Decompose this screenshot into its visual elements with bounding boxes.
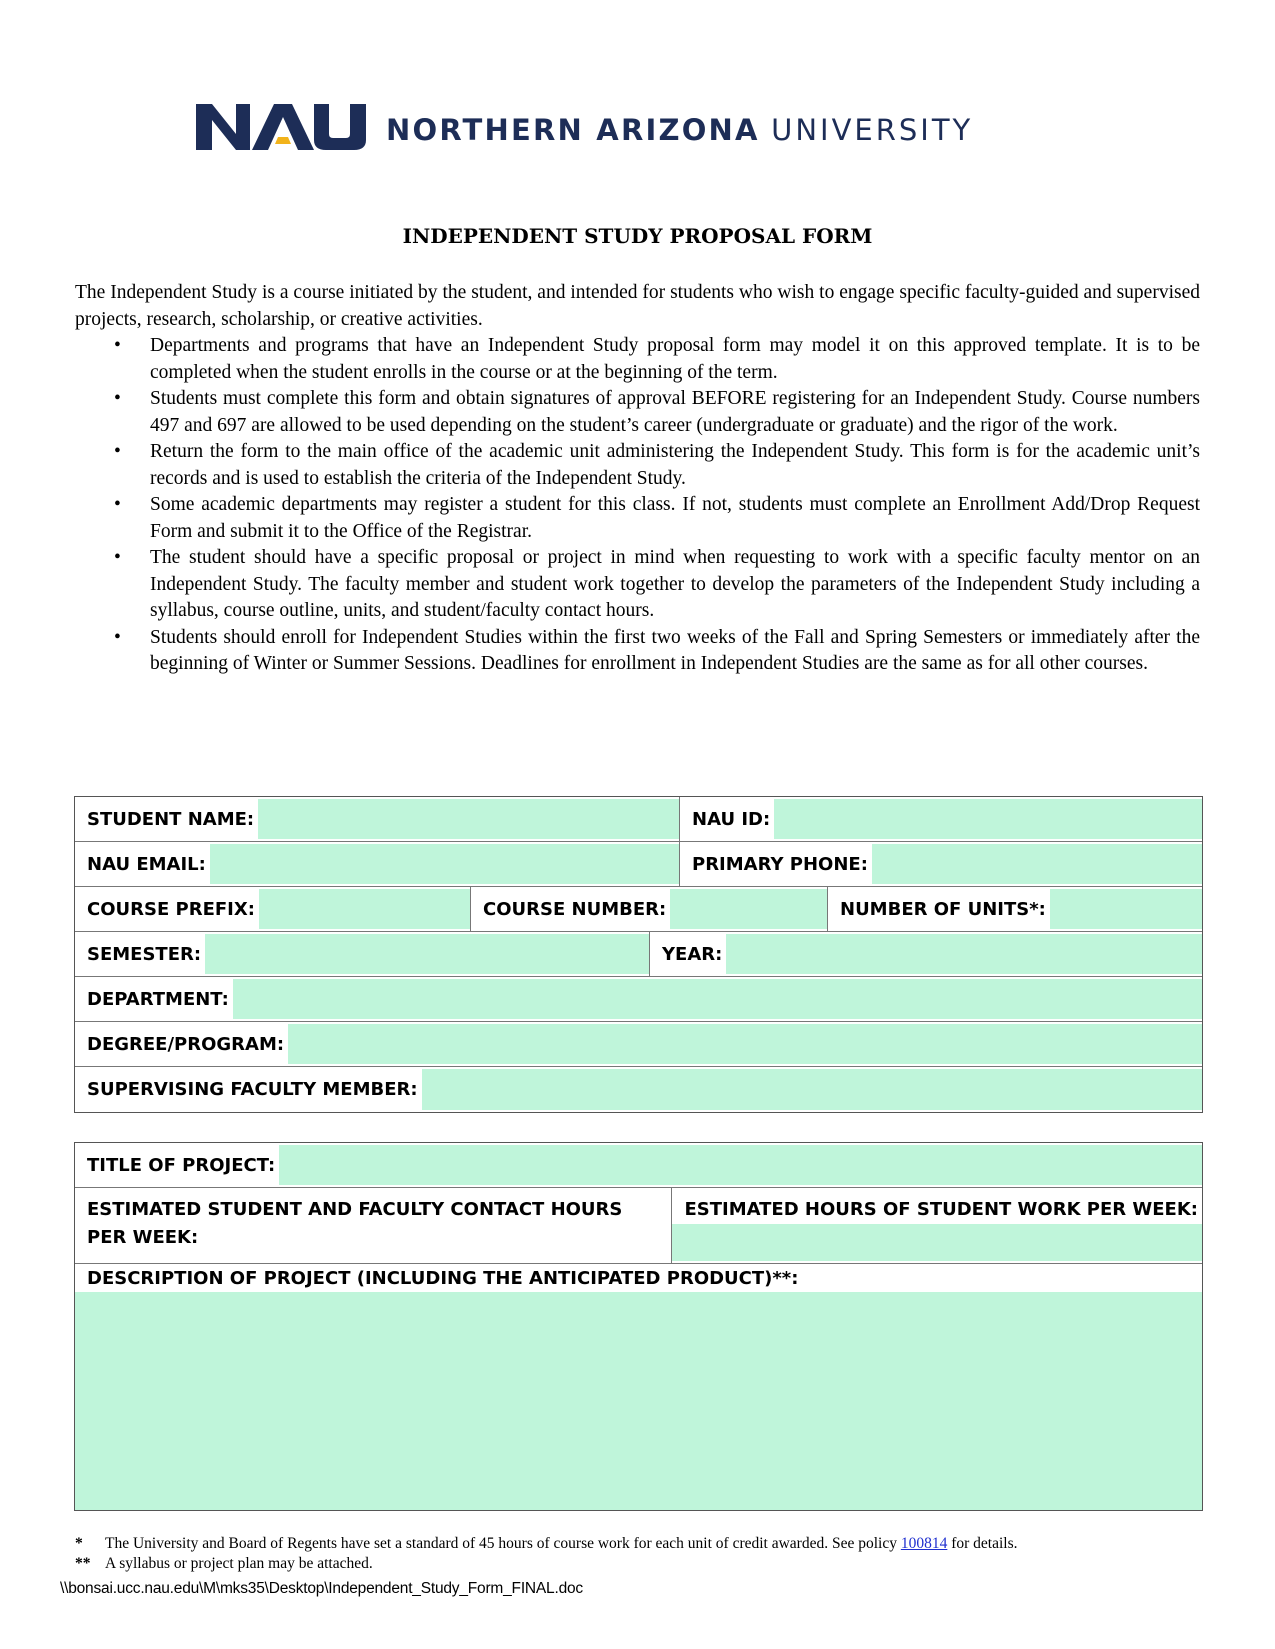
project-table [74,1142,1203,1511]
description-label: DESCRIPTION OF PROJECT (INCLUDING THE ANTICIPATED PRODUCT)**: [75,1264,802,1292]
primary-phone-cell [679,842,1202,886]
student-info-table [74,796,1203,1113]
department-label: DEPARTMENT: [75,977,233,1021]
bullet-icon: • [114,441,121,462]
course-prefix-label: COURSE PREFIX: [75,887,259,931]
nau-id-cell [679,797,1202,841]
bullet-icon: • [114,494,121,515]
title-of-project-cell [75,1143,1202,1187]
contact-hours-cell [75,1188,671,1263]
primary-phone-label: PRIMARY PHONE: [680,842,872,886]
student-work-hours-field[interactable] [672,1224,1202,1261]
nau-email-label: NAU EMAIL: [75,842,210,886]
footnote-text-end: for details. [947,1535,1018,1552]
course-prefix-field[interactable] [259,889,470,929]
semester-field[interactable] [205,934,649,974]
instructions-list [75,333,1200,678]
intro-paragraph: The Independent Study is a course initiated by the student, and intended for students who wish to engage specific faculty-guided and supervised projects, research, scholarship, or creative activities. [75,282,1200,330]
nau-logo-mark [196,104,368,150]
bullet-icon: • [114,388,121,409]
nau-email-field[interactable] [210,844,679,884]
year-cell [649,932,1202,976]
university-name-light: UNIVERSITY [771,113,974,147]
supervising-faculty-field[interactable] [422,1069,1202,1110]
table-row [75,797,1202,842]
contact-hours-label: ESTIMATED STUDENT AND FACULTY CONTACT HOURS PER WEEK: [75,1188,671,1263]
footnote-mark: ** [75,1555,91,1572]
degree-program-label: DEGREE/PROGRAM: [75,1022,288,1066]
bullet-icon: • [114,626,121,648]
nau-id-label: NAU ID: [680,797,774,841]
title-of-project-label: TITLE OF PROJECT: [75,1143,279,1187]
university-logo [196,104,973,150]
instruction-item: • Departments and programs that have an Independent Study proposal form may model it on this approved template. It is to be completed when the student enrolls in the course or at the beginning of the term. [114,335,1200,383]
intro-section [75,280,1200,678]
policy-link[interactable]: 100814 [900,1535,948,1552]
student-name-label: STUDENT NAME: [75,797,258,841]
number-of-units-cell [827,887,1202,931]
university-name-bold: NORTHERN ARIZONA [386,113,760,147]
file-path: \\bonsai.ucc.nau.edu\M\mks35\Desktop\Independent_Study_Form_FINAL.doc [60,1580,583,1597]
department-field[interactable] [233,979,1202,1019]
supervising-faculty-cell [75,1067,1202,1112]
number-of-units-label: NUMBER OF UNITS*: [828,887,1050,931]
bullet-icon: • [114,547,121,568]
footnote-text: A syllabus or project plan may be attached. [105,1555,373,1572]
table-row [75,1022,1202,1067]
table-row [75,1067,1202,1112]
footnote-text: The University and Board of Regents have set a standard of 45 hours of course work for each unit of credit awarded. See policy [105,1535,901,1552]
student-name-cell [75,797,679,841]
nau-id-field[interactable] [774,799,1202,839]
student-work-hours-label: ESTIMATED HOURS OF STUDENT WORK PER WEEK: [672,1188,1202,1224]
form-title: INDEPENDENT STUDY PROPOSAL FORM [402,224,873,248]
table-row [75,1188,1202,1264]
title-of-project-field[interactable] [279,1145,1202,1185]
instruction-item: • Students must complete this form and obtain signatures of approval BEFORE registering for an Independent Study. Course numbers 497 and 697 are allowed to be used depending on the student’s career (undergraduate or graduate) and the rigor of the work. [114,388,1200,436]
university-name [386,113,974,150]
description-field[interactable] [75,1292,1202,1510]
footnote-2 [75,1555,373,1573]
department-cell [75,977,1202,1021]
year-label: YEAR: [650,932,726,976]
semester-label: SEMESTER: [75,932,205,976]
semester-cell [75,932,649,976]
instruction-item: • Students should enroll for Independent Studies within the first two weeks of the Fall and Spring Semesters or immediately after the beginning of Winter or Summer Sessions. Deadlines for enrollment in Independent Studies are the same as for all other courses. [114,626,1200,674]
bullet-icon: • [114,335,121,356]
table-row [75,1264,1202,1292]
student-work-hours-cell [671,1188,1202,1263]
nau-email-cell [75,842,679,886]
degree-program-cell [75,1022,1202,1066]
table-row [75,842,1202,887]
table-row [75,887,1202,932]
student-name-field[interactable] [258,799,679,839]
table-row [75,1143,1202,1188]
footnote-mark: * [75,1535,83,1552]
instruction-item: • Return the form to the main office of the academic unit administering the Independent Study. This form is for the academic unit’s records and is used to establish the criteria of the Independent Study. [114,441,1200,489]
supervising-faculty-label: SUPERVISING FACULTY MEMBER: [75,1067,422,1112]
course-prefix-cell [75,887,470,931]
course-number-cell [470,887,827,931]
number-of-units-field[interactable] [1050,889,1202,929]
nau-monogram-icon [196,104,368,150]
primary-phone-field[interactable] [872,844,1202,884]
footnote-1 [75,1535,1018,1553]
course-number-label: COURSE NUMBER: [471,887,670,931]
description-cell [75,1264,1202,1292]
course-number-field[interactable] [670,889,827,929]
instruction-item: • Some academic departments may register a student for this class. If not, students must complete an Enrollment Add/Drop Request Form and submit it to the Office of the Registrar. [114,494,1200,542]
instruction-item: • The student should have a specific proposal or project in mind when requesting to work with a specific faculty mentor on an Independent Study. The faculty member and student work together to develop the parameters of the Independent Study including a syllabus, course outline, units, and student/faculty contact hours. [114,547,1200,621]
year-field[interactable] [726,934,1202,974]
table-row [75,977,1202,1022]
degree-program-field[interactable] [288,1024,1202,1064]
table-row [75,932,1202,977]
